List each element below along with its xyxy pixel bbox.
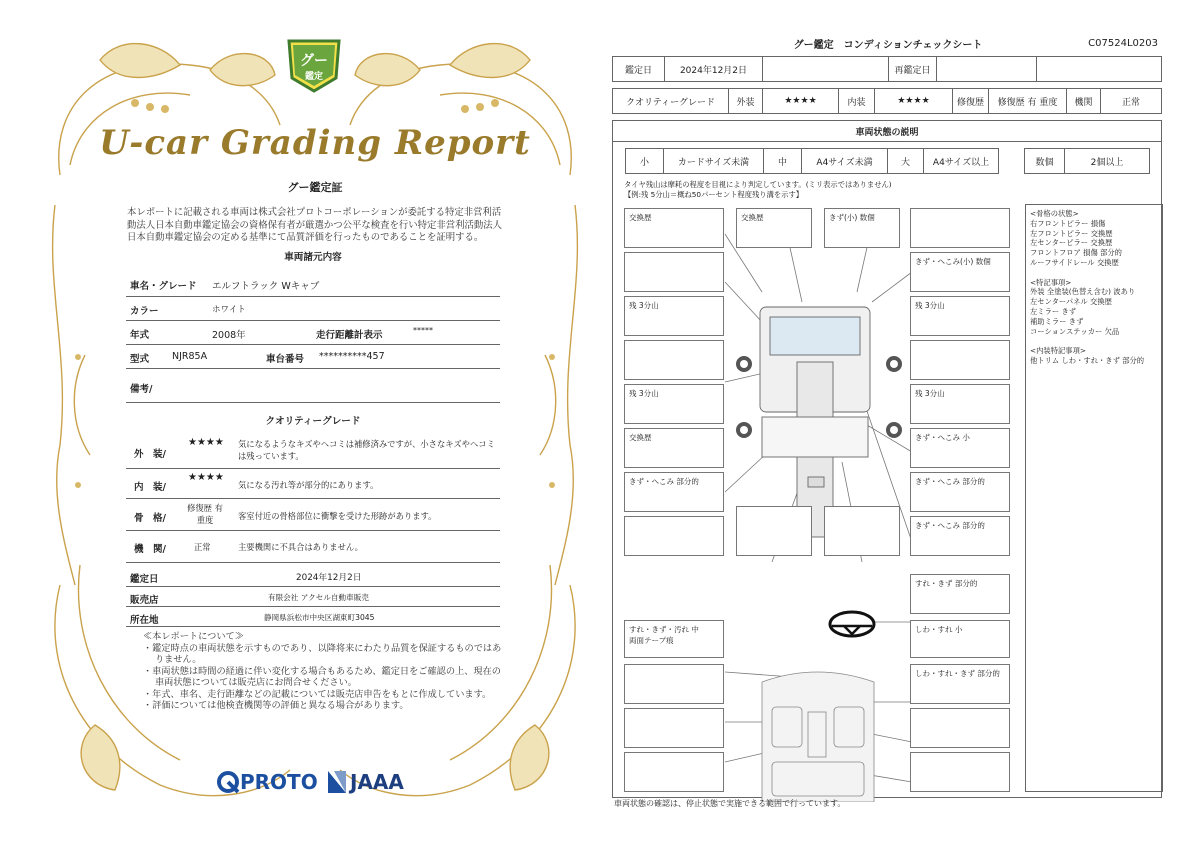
quality-row-engine — [126, 531, 500, 563]
panel-right-6: きず・へこみ 小 — [910, 428, 1010, 468]
count-value: 2個以上 — [1090, 157, 1124, 168]
cond-line: <骨格の状態> — [1030, 209, 1079, 218]
spec-row-model — [126, 345, 500, 369]
size-legend — [625, 148, 999, 174]
tire-note: タイヤ残山は摩耗の程度を目視により判定しています。(ミリ表示ではありません) — [624, 180, 892, 189]
note-item: ・年式、車名、走行距離などの記載については販売店申告をもとに作成しています。 — [143, 688, 492, 700]
condition-notes — [1025, 204, 1163, 792]
date-value: 2024年12月2日 — [296, 573, 362, 583]
interior-stars: ★★★★ — [875, 89, 953, 113]
legend-small: 小 — [626, 149, 664, 173]
model-value: NJR85A — [172, 351, 208, 362]
model-label: 型式 — [130, 354, 150, 365]
name-value: エルフトラック Wキャブ — [212, 281, 320, 292]
legend-medium-desc: A4サイズ未満 — [802, 149, 888, 173]
panel-interior-right-2: しわ・すれ・きず 部分的 — [910, 664, 1010, 704]
legend-medium: 中 — [764, 149, 802, 173]
date-row — [612, 56, 1162, 82]
svg-text:鑑定: 鑑定 — [304, 72, 324, 82]
frame-label: 骨 格/ — [134, 513, 166, 524]
panel-interior-right-1: しわ・すれ 小 — [910, 620, 1010, 658]
interior-text: 気になる汚れ等が部分的にあります。 — [238, 480, 379, 490]
panel-left-5: 残 3分山 — [624, 384, 724, 424]
cond-line: ルーフサイドレール 交換歴 — [1030, 257, 1119, 267]
goo-appraisal-logo — [284, 33, 344, 95]
spec-row-remarks — [126, 369, 500, 403]
address-label: 所在地 — [130, 615, 159, 626]
year-value: 2008年 — [212, 330, 246, 341]
jaaa-logo: JAAA — [350, 770, 404, 794]
panel-left-8 — [624, 516, 724, 556]
jaaa-logo-mark — [326, 769, 348, 795]
panel-left-1: 交換歴 — [624, 208, 724, 248]
count-label: 数個 — [1025, 149, 1065, 173]
panel-right-5: 残 3分山 — [910, 384, 1010, 424]
cond-line — [1030, 336, 1158, 346]
panel-interior-right-4 — [910, 752, 1010, 792]
frame-text: 客室付近の骨格部位に衝撃を受けた形跡があります。 — [238, 511, 437, 521]
grading-report-certificate — [40, 25, 590, 815]
tire-example: 【例:残 5分山＝概ね50パーセント程度残り溝を示す】 — [624, 190, 804, 199]
cond-line — [1030, 268, 1158, 278]
panel-right-3: 残 3分山 — [910, 296, 1010, 336]
mileage-value: ***** — [413, 326, 433, 335]
count-legend — [1024, 148, 1150, 174]
panel-right-2: きず・へこみ(小) 数個 — [910, 252, 1010, 292]
quality-section-title: クオリティーグレード — [265, 416, 361, 427]
mileage-label: 走行距離計表示 — [316, 330, 383, 341]
engine-value: 正常 — [194, 542, 211, 552]
spec-section-title: 車両諸元内容 — [284, 252, 342, 263]
cond-line: フロントフロア 損傷 部分的 — [1030, 248, 1122, 258]
exterior-text: 気になるようなキズやヘコミは補修済みですが、小さなキズやヘコミは残っています。 — [238, 439, 495, 461]
shop-value: 有限会社 アクセル自動車販売 — [268, 593, 369, 602]
note-item: ・鑑定時点の車両状態を示すものであり、以降将来にわたり品質を保証するものではありません。 — [143, 642, 502, 665]
exterior-stars: ★★★★ — [188, 437, 224, 448]
exterior-label: 外装 — [729, 89, 763, 113]
cond-line: 外装 全塗装(色替え含む) 波あり — [1030, 287, 1136, 297]
panel-interior-right-3 — [910, 708, 1010, 748]
interior-label: 内 装/ — [134, 482, 166, 493]
cond-line: 左ミラー きず — [1030, 306, 1077, 316]
redate-value — [937, 57, 1037, 81]
sheet-title: グー鑑定 コンディションチェックシート — [793, 40, 983, 51]
cond-line: 補助ミラー きず — [1030, 316, 1084, 326]
panel-interior-left-2 — [624, 664, 724, 704]
cond-line: <特記事項> — [1030, 277, 1072, 287]
panel-top-2: きず(小) 数個 — [824, 208, 900, 248]
cond-line: コーションステッカー 欠品 — [1030, 326, 1120, 336]
panel-right-8: きず・へこみ 部分的 — [910, 516, 1010, 556]
panel-interior-left-1 — [624, 620, 724, 658]
panel-interior-left-3 — [624, 708, 724, 748]
cond-line: 左センターパネル 交換歴 — [1030, 297, 1112, 307]
panel-left-6: 交換歴 — [624, 428, 724, 468]
year-label: 年式 — [130, 330, 150, 341]
redate-label: 再鑑定日 — [889, 57, 937, 81]
cond-line: 他トリム しわ・すれ・きず 部分的 — [1030, 355, 1145, 365]
panel-right-4 — [910, 340, 1010, 380]
row-date — [126, 565, 500, 587]
panel-top-1: 交換歴 — [736, 208, 812, 248]
panel-steering: すれ・きず 部分的 — [910, 574, 1010, 614]
quality-row-frame — [126, 499, 500, 531]
note-item: ・車両状態は時間の経過に伴い変化する場合もあるため、鑑定日をご確認の上、現在の車両状態については販売店にお問合せください。 — [143, 665, 501, 688]
row-address — [126, 607, 500, 627]
date-value: 2024年12月2日 — [665, 57, 763, 81]
grade-row — [612, 88, 1162, 114]
shop-label: 販売店 — [130, 595, 159, 606]
certificate-title: グー鑑定証 — [287, 181, 343, 194]
panel-left-7: きず・へこみ 部分的 — [624, 472, 724, 512]
proto-logo: PROTO — [240, 770, 318, 794]
color-label: カラー — [130, 306, 159, 317]
interior-stars: ★★★★ — [188, 472, 224, 483]
legend-large: 大 — [888, 149, 924, 173]
quality-grade-label: クオリティーグレード — [613, 89, 729, 113]
spec-row-color — [126, 297, 500, 321]
address-value: 静岡県浜松市中央区湖東町3045 — [264, 613, 375, 622]
repair-value: 修復歴 有 重度 — [989, 89, 1067, 113]
cond-line: 左センターピラー 交換歴 — [1030, 238, 1113, 248]
panel-left-4 — [624, 340, 724, 380]
certificate-statement: 本レポートに記載される車両は株式会社プロトコーポレーションが委託する特定非営利活動法人日本自動車鑑定協会の資格保有者が厳選かつ公平な検査を行い特定非営利活動法人日本自動車鑑定協会の定める基準にて品質評価を行ったものであることを証明する。 — [127, 207, 503, 244]
spec-row-name — [126, 271, 500, 297]
cond-line: 右フロントピラー 損傷 — [1030, 218, 1106, 228]
report-title: U-car Grading Report — [99, 123, 531, 163]
panel-bottom-2 — [824, 506, 900, 556]
panel-right-7: きず・へこみ 部分的 — [910, 472, 1010, 512]
panel-interior-left-4 — [624, 752, 724, 792]
exterior-label: 外 装/ — [134, 449, 166, 460]
date-blank — [763, 57, 889, 81]
remarks-label: 備考/ — [130, 384, 153, 395]
frame-value: 修復歴 有 重度 — [187, 503, 223, 525]
panel-left-3: 残 3分山 — [624, 296, 724, 336]
legend-small-desc: カードサイズ未満 — [664, 149, 764, 173]
chassis-value: **********457 — [319, 351, 385, 362]
engine-text: 主要機関に不具合はありません。 — [238, 542, 363, 552]
legend-large-desc: A4サイズ以上 — [932, 157, 990, 168]
proto-logo-mark — [216, 770, 240, 794]
name-label: 車名・グレード — [130, 281, 197, 292]
engine-label: 機関 — [1067, 89, 1101, 113]
exterior-stars: ★★★★ — [763, 89, 839, 113]
interior-note-1: すれ・きず・汚れ 中 — [629, 625, 699, 634]
engine-label: 機 関/ — [134, 544, 166, 555]
condition-check-sheet — [612, 32, 1164, 812]
interior-label: 内装 — [839, 89, 875, 113]
quality-row-interior — [126, 469, 500, 499]
cond-line: 左フロントピラー 交換歴 — [1030, 228, 1113, 238]
date-label: 鑑定日 — [613, 57, 665, 81]
interior-note-2: 両面テープ痕 — [629, 636, 674, 645]
svg-text:グー: グー — [300, 53, 328, 69]
panel-right-1 — [910, 208, 1010, 248]
cond-line: <内装特記事項> — [1030, 346, 1087, 356]
notes-title: ≪本レポートについて≫ — [143, 631, 244, 642]
description-title: 車両状態の説明 — [612, 120, 1162, 142]
row-shop — [126, 587, 500, 607]
date-label: 鑑定日 — [130, 574, 159, 585]
quality-row-exterior — [126, 433, 500, 469]
sheet-code: C07524L0203 — [1088, 38, 1158, 49]
color-value: ホワイト — [212, 305, 246, 315]
chassis-label: 車台番号 — [266, 354, 305, 365]
engine-value: 正常 — [1121, 97, 1140, 108]
note-item: ・評価については他検査機関等の評価と異なる場合があります。 — [143, 700, 409, 711]
sheet-footer: 車両状態の確認は、停止状態で実施できる範囲で行っています。 — [614, 799, 846, 808]
report-notes — [143, 631, 503, 712]
spec-row-year — [126, 321, 500, 345]
panel-bottom-1 — [736, 506, 812, 556]
repair-label: 修復歴 — [953, 89, 989, 113]
panel-left-2 — [624, 252, 724, 292]
